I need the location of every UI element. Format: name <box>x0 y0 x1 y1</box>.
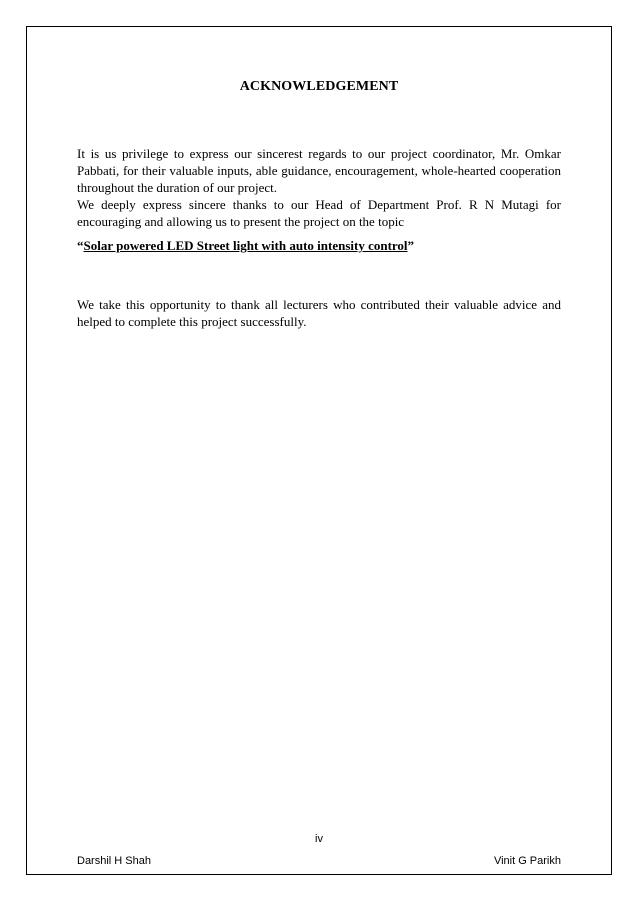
topic-close-quote: ” <box>407 238 415 253</box>
topic-open-quote: “ <box>77 238 84 253</box>
paragraph-hod-thanks: We deeply express sincere thanks to our Head of Department Prof. R N Mutagi for encouraging and allowing us to present the project on the topic <box>77 197 561 229</box>
footer-author-left: Darshil H Shah <box>77 855 151 867</box>
paragraph-lecturers-thanks: We take this opportunity to thank all lecturers who contributed their valuable advice and helped to complete this project successfully. <box>77 297 561 329</box>
paragraph-coordinator-thanks: It is us privilege to express our sincerest regards to our project coordinator, Mr. Omkar Pabbati, for their valuable inputs, able guidance, encouragement, whole-hearted cooperation throughout the duration of our project. <box>77 146 561 195</box>
footer-author-right: Vinit G Parikh <box>493 855 561 867</box>
topic-title: Solar powered LED Street light with auto intensity control <box>83 238 408 253</box>
project-topic <box>77 237 561 254</box>
page-title: ACKNOWLEDGEMENT <box>239 79 399 94</box>
page-number: iv <box>315 833 323 845</box>
